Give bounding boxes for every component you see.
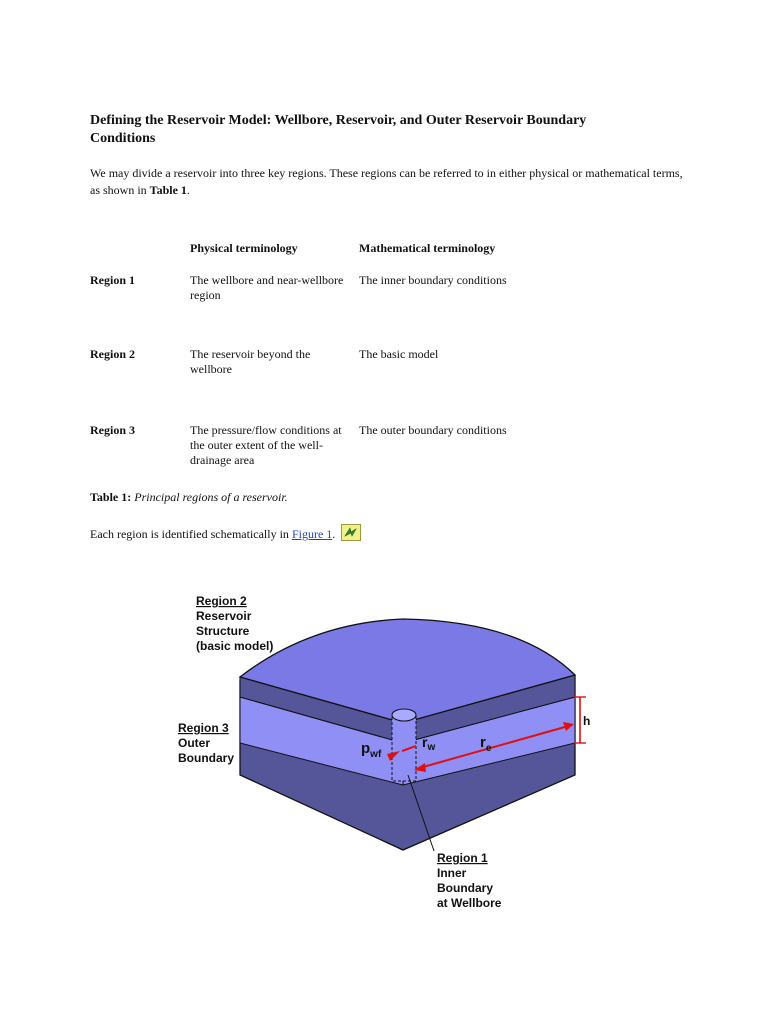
region1-title: Region 1 — [437, 851, 488, 865]
figref-end: . — [332, 527, 336, 541]
reservoir-schematic — [170, 585, 600, 915]
pwf-base: p — [361, 740, 371, 757]
intro-text: We may divide a reservoir into three key regions. These regions can be referred to in either physical or mathematical terms, as shown in — [90, 166, 683, 197]
caption-text: Principal regions of a reservoir. — [134, 490, 288, 504]
region3-line-1: Outer — [178, 736, 211, 750]
row-3-label: Region 3 — [90, 423, 135, 437]
region1-line-2: Boundary — [437, 881, 494, 895]
region3-line-2: Boundary — [178, 751, 235, 765]
row-2-mathematical: The basic model — [359, 347, 439, 361]
header-physical: Physical terminology — [190, 241, 298, 255]
intro-paragraph — [90, 165, 690, 199]
table-1-reference: Table 1 — [149, 183, 187, 197]
figref-text: Each region is identified schematically in — [90, 527, 289, 541]
row-1-physical: The wellbore and near-wellbore region — [190, 273, 344, 302]
jump-arrow-icon[interactable] — [341, 524, 361, 541]
wellbore-top — [392, 709, 416, 721]
rw-base: r — [422, 734, 428, 750]
row-1-label: Region 1 — [90, 273, 135, 287]
header-mathematical: Mathematical terminology — [359, 241, 496, 255]
h-symbol: h — [583, 714, 591, 728]
caption-label: Table 1: — [90, 490, 132, 504]
table-caption — [90, 490, 288, 505]
row-3-physical: The pressure/flow conditions at the outer extent of the well-drainage area — [190, 423, 342, 467]
figure-1-link[interactable]: Figure 1 — [291, 527, 333, 541]
row-2-label: Region 2 — [90, 347, 135, 361]
reservoir-diagram-svg — [170, 585, 600, 915]
region2-line-3: (basic model) — [196, 639, 274, 653]
row-3-mathematical: The outer boundary conditions — [359, 423, 507, 437]
intro-end: . — [186, 183, 190, 197]
region1-line-1: Inner — [437, 866, 467, 880]
rw-subscript: w — [427, 742, 436, 753]
region2-line-1: Reservoir — [196, 609, 252, 623]
page-heading: Defining the Reservoir Model: Wellbore, Reservoir, and Outer Reservoir Boundary Conditions — [90, 113, 587, 146]
re-base: r — [480, 734, 486, 751]
region2-line-2: Structure — [196, 624, 250, 638]
re-subscript: e — [485, 743, 492, 754]
row-2-physical: The reservoir beyond the wellbore — [190, 347, 311, 376]
region2-title: Region 2 — [196, 594, 247, 608]
figure-reference — [90, 526, 361, 543]
pwf-subscript: wf — [370, 749, 382, 760]
row-1-mathematical: The inner boundary conditions — [359, 273, 507, 287]
region1-line-3: at Wellbore — [437, 896, 502, 910]
region3-title: Region 3 — [178, 721, 229, 735]
